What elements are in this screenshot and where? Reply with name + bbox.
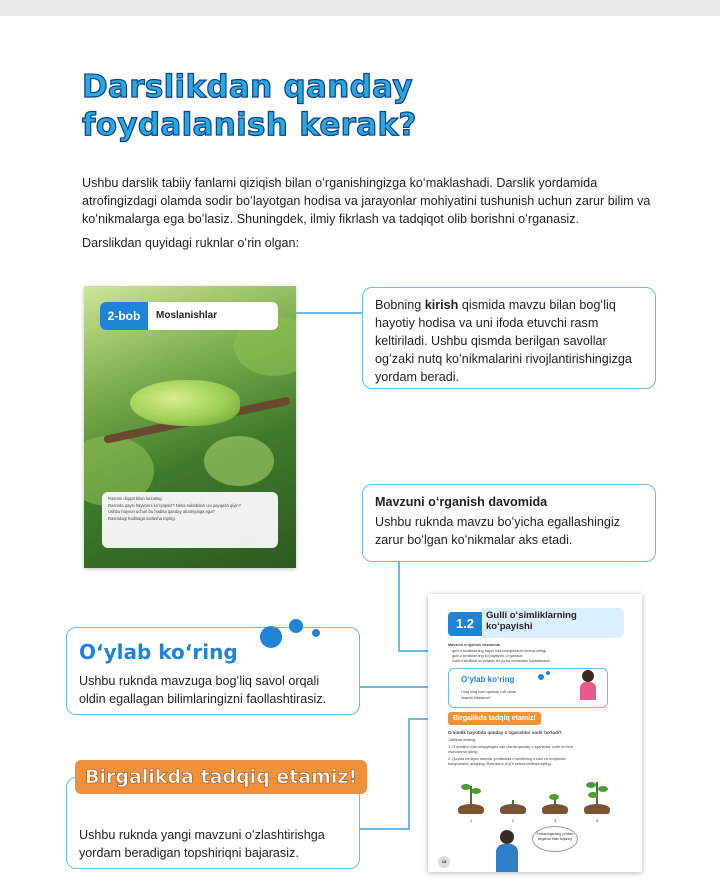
chapter-cover-image bbox=[84, 286, 296, 568]
text-run: Bobning bbox=[375, 298, 425, 312]
boy-illustration bbox=[492, 830, 522, 872]
page-number: 13 bbox=[438, 856, 450, 868]
girl-illustration bbox=[578, 670, 598, 700]
mini-study-heading: Mavzuni oʻrganish davomida bbox=[448, 643, 500, 647]
decor-dot bbox=[289, 619, 303, 633]
sample-lesson-page bbox=[428, 594, 642, 872]
bold-term: kirish bbox=[424, 298, 459, 312]
mini-explore-line: bosqichlarini aniqlang. Rasmlarni toʻgʻri ketma-ketlikda ayting. bbox=[448, 762, 552, 766]
plant-stage-2 bbox=[498, 780, 528, 814]
mini-explore-line: muhokama qiling. bbox=[448, 750, 478, 754]
mini-study-line: gulli oʻsimliklarning hayot sikli bosqichlarini ketma-ketligi bbox=[452, 649, 546, 653]
mini-think-line: Urugʻning ham qanday rolli ulkan bbox=[461, 690, 517, 694]
decor-dot bbox=[260, 626, 282, 648]
mini-explore-line: 1. Oʻsimlikni oʻsib chiqqangan sari ularda qanday oʻzgarishlar sodir boʻlishi bbox=[448, 745, 573, 749]
mini-think-heading: Oʻylab koʻring bbox=[461, 675, 515, 684]
cover-question: Rasmda qaysi hayvonni koʻryapsiz? Nima sababdan uni payqash qiyin? bbox=[108, 502, 241, 508]
mini-study-line: gulli oʻsimliklarning koʻpayishini oʻrganasiz bbox=[452, 654, 523, 658]
callout-think bbox=[66, 627, 360, 715]
lesson-number: 1.2 bbox=[448, 612, 482, 636]
cover-questions bbox=[102, 492, 278, 548]
cover-question: Rasmdagi hodisaga sarlavha toping. bbox=[108, 515, 176, 521]
callout-think-text: Ushbu ruknda mavzuga bogʻliq savol orqali oldin egallagan bilimlaringizni faollashtirasiz. bbox=[79, 674, 327, 706]
foliage-blob bbox=[204, 436, 274, 486]
plant-stage-1 bbox=[456, 780, 486, 814]
callout-study-heading: Mavzuni oʻrganish davomida bbox=[375, 495, 548, 509]
mini-explore-heading: Birgalikda tadqiq etamiz! bbox=[448, 712, 541, 725]
decor-dot bbox=[538, 674, 544, 680]
connector-line bbox=[398, 562, 400, 650]
cover-question: Rasmni diqqat bilan kuzating. bbox=[108, 496, 163, 501]
plant-label: 1 bbox=[470, 818, 473, 823]
plant-label: 4 bbox=[596, 818, 599, 823]
page-title bbox=[82, 68, 442, 144]
top-bar bbox=[0, 0, 720, 16]
intro-paragraph: Ushbu darslik tabiiy fanlarni qiziqish bilan oʻrganishingizga koʻmaklashadi. Darslik yordamida atrofingizdagi olamda sodir boʻlayotgan hodisa va jarayonlar mohiyatini tushunish uchun zarur bilim va koʻnikmalarga ega boʻlasiz. Shuningdek, ilmiy fikrlash va tadqiqot olib borishni oʻrganasiz. bbox=[82, 176, 651, 226]
callout-explore-heading: Birgalikda tadqiq etamiz! bbox=[75, 760, 367, 794]
cover-question: Ushbu hayvon uchun bu hodisa qanday ahamiyatga ega? bbox=[108, 509, 215, 515]
lead-sentence: Darslikdan quyidagi ruknlar oʻrin olgan: bbox=[82, 236, 300, 250]
title-line-1: Darslikdan qanday bbox=[82, 69, 413, 105]
callout-study-text: Ushbu ruknda mavzu boʻyicha egallashingiz zarur boʻlgan koʻnikmalar aks etadi. bbox=[375, 515, 621, 547]
callout-think-heading: Oʻylab koʻring bbox=[79, 640, 238, 664]
callout-study bbox=[362, 484, 656, 562]
decor-dot bbox=[312, 629, 320, 637]
mini-explore-line: 2. Quyida berilgan rasmlar yordamida oʻsimlikning oʻsish va rivojlanish bbox=[448, 757, 566, 761]
plant-label: 2 bbox=[512, 818, 515, 823]
lesson-title: Gulli oʻsimliklarning koʻpayishi bbox=[486, 610, 577, 632]
mini-think-line: ekanini bilasizmi? bbox=[461, 696, 491, 700]
chapter-label bbox=[100, 302, 278, 330]
chapter-name: Moslanishlar bbox=[156, 310, 218, 321]
mini-explore-question: Oʻsimlik hayotida qanday oʻzgarishlar sodir boʻladi? bbox=[448, 730, 562, 735]
connector-line bbox=[408, 718, 410, 828]
plant-stage-4 bbox=[582, 780, 612, 814]
connector-line bbox=[296, 312, 362, 314]
chapter-number: 2-bob bbox=[100, 302, 148, 330]
callout-explore-text: Ushbu ruknda yangi mavzuni oʻzlashtirishga yordam beradigan topshiriqni bajarasiz. bbox=[79, 828, 325, 860]
connector-line bbox=[360, 828, 410, 830]
callout-intro bbox=[362, 287, 656, 389]
callout-explore bbox=[66, 766, 360, 869]
mini-study-line: Gulli oʻsimliklar koʻpayishi boʻyicha modeldan foydalanasiz bbox=[452, 659, 550, 663]
plant-label: 3 bbox=[554, 818, 557, 823]
plant-stage-3 bbox=[540, 780, 570, 814]
callout-intro-text bbox=[375, 296, 643, 386]
mini-explore-line: Juftlikda ishlang. bbox=[448, 738, 477, 742]
decor-dot bbox=[546, 671, 550, 675]
chameleon bbox=[130, 380, 240, 426]
text-run: qismida mavzu bilan bogʻliq hayotiy hodisa va uni ifoda etuvchi rasm keltiriladi. Ushbu qismda berilgan savollar ogʻzaki nutq koʻnikmalarini rivojlantirishingizga yordam beradi. bbox=[375, 298, 632, 384]
speech-bubble: Ertikanlingizning yordam deganlar bilan bajaring bbox=[532, 826, 578, 852]
title-line-2: foydalanish kerak? bbox=[82, 107, 417, 143]
